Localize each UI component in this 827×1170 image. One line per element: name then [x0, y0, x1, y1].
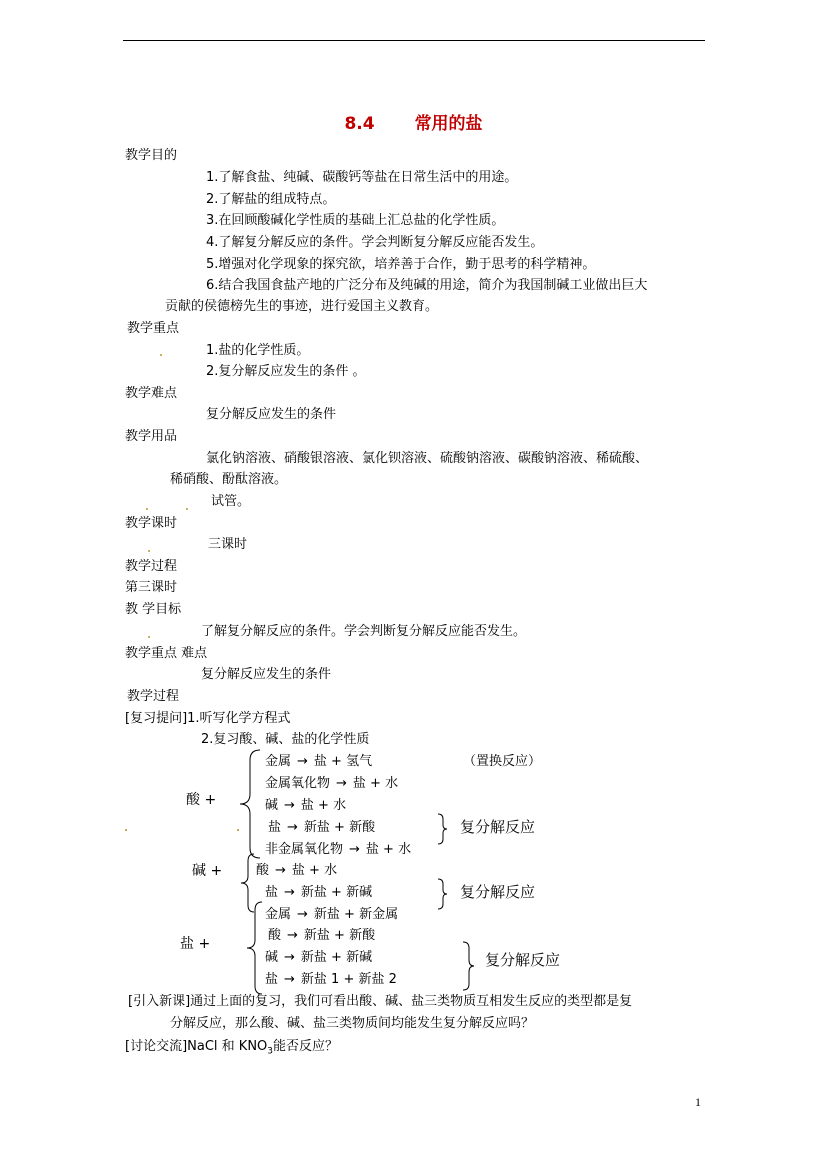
salt-label: 盐 + — [180, 936, 211, 952]
intro-line: [引入新课]通过上面的复习，我们可看出酸、碱、盐三类物质互相发生反应的类型都是复 — [128, 994, 633, 1009]
scan-speck — [125, 829, 127, 831]
objective-item: 1.了解食盐、纯碱、碳酸钙等盐在日常生活中的用途。 — [206, 170, 518, 185]
acid-brace — [238, 748, 268, 860]
materials-line: 氯化钠溶液、硝酸银溶液、氯化钡溶液、硫酸钠溶液、碳酸钠溶液、稀硫酸、 — [206, 451, 649, 466]
objective-item: 4.了解复分解反应的条件。学会判断复分解反应能否发生。 — [206, 235, 544, 250]
salt-reaction-row: 金属 → 新盐 + 新金属 — [265, 907, 399, 922]
key-point-item: 2.复分解反应发生的条件 。 — [206, 364, 366, 379]
scan-speck — [186, 508, 188, 510]
process-heading: 教学过程 — [125, 559, 178, 574]
displacement-note: （置换反应） — [463, 754, 542, 769]
review-question: [复习提问]1.听写化学方程式 — [125, 711, 291, 726]
scan-speck — [148, 550, 150, 552]
acid-reaction-row: 盐 → 新盐 + 新酸 — [268, 820, 376, 835]
lesson-heading: 第三课时 — [125, 580, 178, 595]
scan-speck — [148, 636, 150, 638]
double-decomposition-label: 复分解反应 — [460, 883, 536, 901]
objective-item: 5.增强对化学现象的探究欲，培养善于合作，勤于思考的科学精神。 — [206, 257, 596, 272]
base-label: 碱 + — [192, 863, 223, 879]
review-item: 2.复习酸、碱、盐的化学性质 — [201, 732, 370, 747]
double-brace — [436, 877, 450, 911]
lesson-key-heading: 教学重点 难点 — [125, 646, 208, 661]
hours-text: 三课时 — [208, 537, 248, 552]
double-decomposition-label: 复分解反应 — [485, 951, 561, 969]
base-reaction-row: 酸 → 盐 + 水 — [256, 863, 338, 878]
acid-reaction-row: 金属氧化物 → 盐 + 水 — [265, 776, 399, 791]
difficulties-text: 复分解反应发生的条件 — [206, 407, 337, 422]
materials-line: 稀硝酸、酚酞溶液。 — [170, 472, 288, 487]
objective-item: 6.结合我国食盐产地的广泛分布及纯碱的用途，简介为我国制碱工业做出巨大 — [206, 278, 648, 293]
acid-label: 酸 + — [186, 792, 217, 808]
salt-brace — [244, 900, 266, 996]
difficulties-heading: 教学难点 — [125, 386, 178, 401]
materials-heading: 教学用品 — [125, 429, 178, 444]
objectives-heading: 教学目的 — [125, 148, 178, 163]
page-title — [0, 112, 827, 136]
objective-item: 2.了解盐的组成特点。 — [206, 192, 336, 207]
scan-speck — [160, 354, 162, 356]
double-brace — [436, 812, 450, 846]
lesson-goal-text: 了解复分解反应的条件。学会判断复分解反应能否发生。 — [201, 624, 527, 639]
section-title: 常用的盐 — [414, 114, 483, 134]
key-points-heading: 教学重点 — [127, 321, 180, 336]
objective-item: 贡献的侯德榜先生的事迹，进行爱国主义教育。 — [165, 299, 439, 314]
lesson-process-heading: 教学过程 — [127, 689, 180, 704]
hours-heading: 教学课时 — [125, 516, 178, 531]
salt-reaction-row: 碱 → 新盐 + 新碱 — [265, 950, 373, 965]
acid-reaction-row: 碱 → 盐 + 水 — [265, 798, 347, 813]
salt-reaction-row: 酸 → 新盐 + 新酸 — [268, 928, 376, 943]
intro-line: 分解反应，那么酸、碱、盐三类物质间均能发生复分解反应吗？ — [170, 1016, 535, 1031]
page-number: 1 — [695, 1095, 701, 1109]
base-reaction-row: 非金属氧化物 → 盐 + 水 — [265, 842, 412, 857]
scan-speck — [237, 829, 239, 831]
discussion-line: [讨论交流]NaCl 和 $KNO_3$能否反应？ — [125, 1039, 339, 1057]
base-reaction-row: 盐 → 新盐 + 新碱 — [265, 885, 373, 900]
key-point-item: 1.盐的化学性质。 — [206, 343, 310, 358]
acid-reaction-row: 金属 → 盐 + 氢气 — [265, 754, 373, 769]
lesson-goal-heading: 教 学目标 — [125, 602, 182, 617]
objective-item: 3.在回顾酸碱化学性质的基础上汇总盐的化学性质。 — [206, 213, 505, 228]
double-decomposition-label: 复分解反应 — [460, 818, 536, 836]
double-brace — [461, 940, 477, 992]
materials-line: 试管。 — [211, 494, 251, 509]
lesson-key-text: 复分解反应发生的条件 — [201, 667, 332, 682]
section-number: 8.4 — [344, 114, 375, 134]
header-rule — [123, 40, 705, 41]
salt-reaction-row: 盐 → 新盐 1 + 新盐 2 — [265, 972, 397, 987]
scan-speck — [146, 508, 148, 510]
